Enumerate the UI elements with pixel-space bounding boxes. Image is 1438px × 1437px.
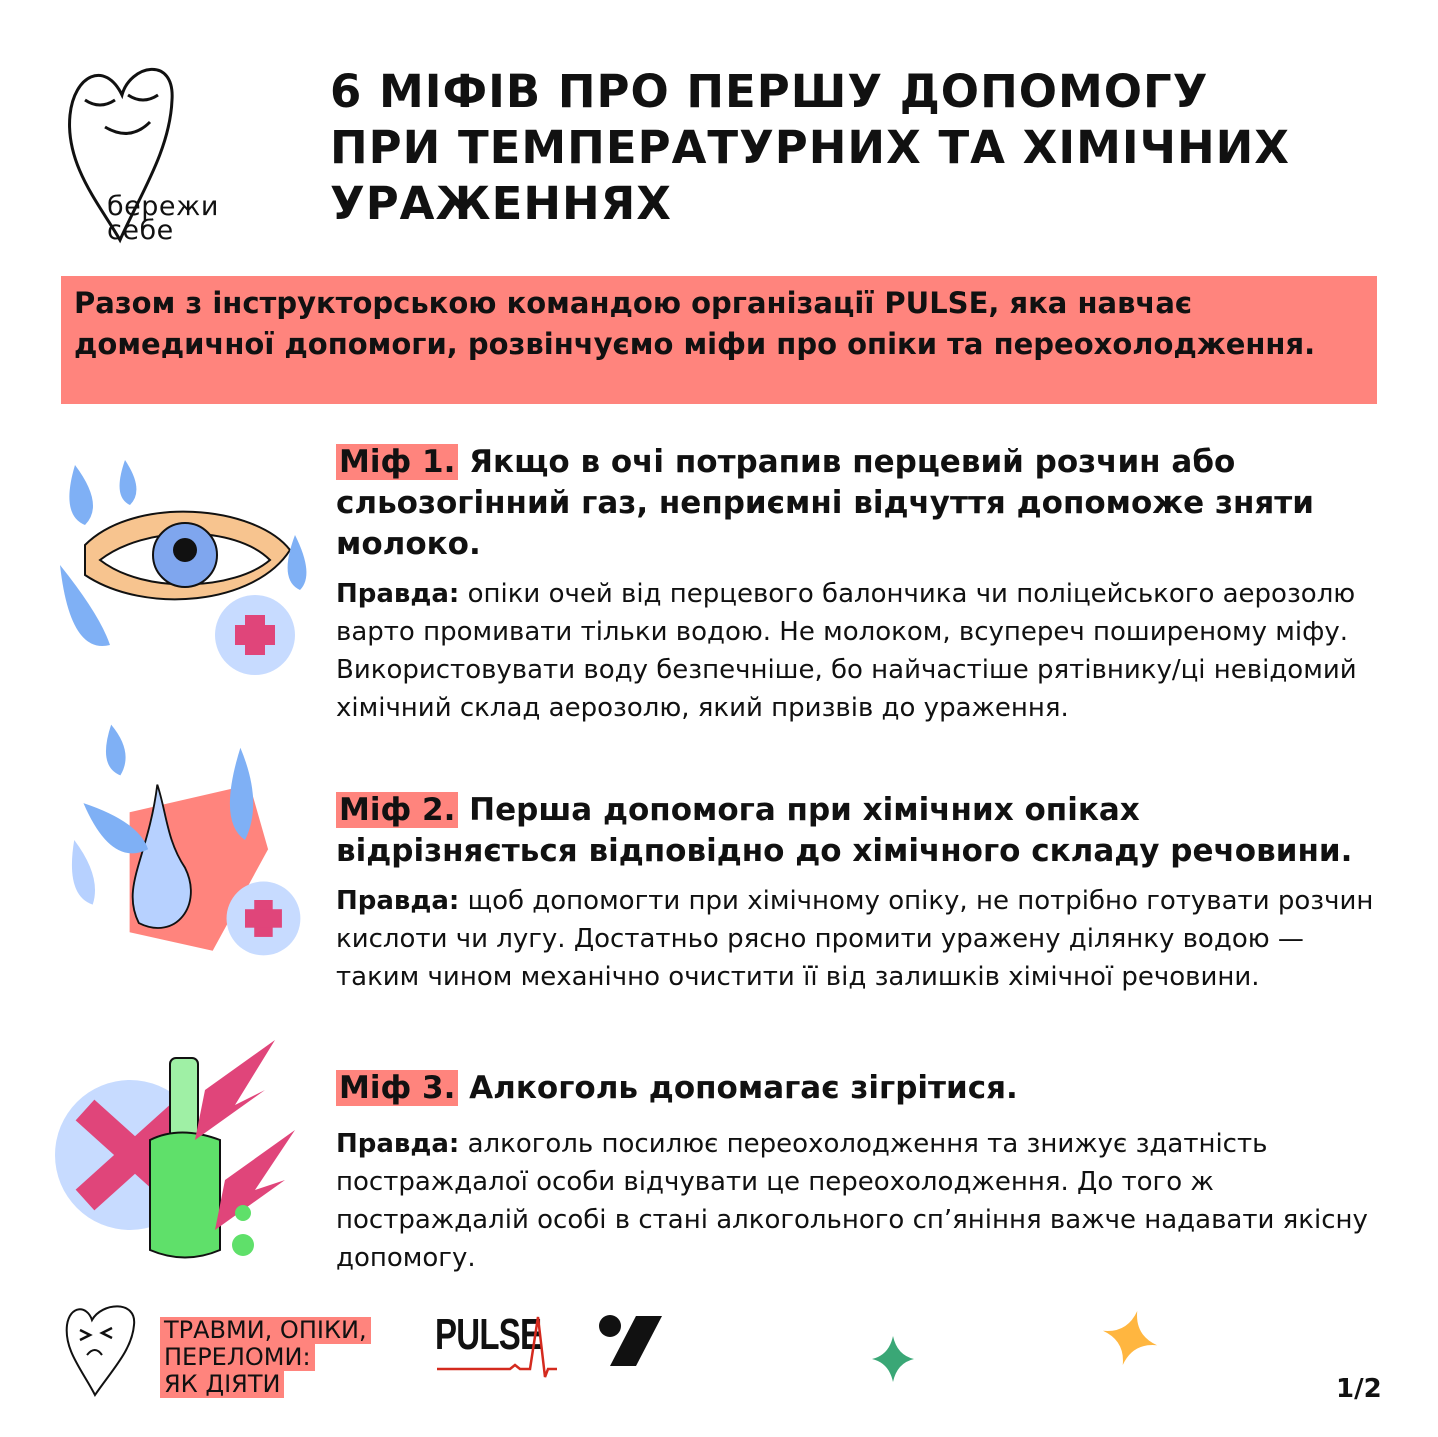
truth-text: алкоголь посилює переохолодження та знижує здатність постраждалої особи відчувати це переохолодження. До того ж постраждалій особі в стані алкогольного сп’яніння важче надавати якісну допомогу. xyxy=(336,1129,1368,1273)
partner-logo-icon xyxy=(596,1314,664,1368)
series-tag xyxy=(160,1317,371,1398)
myth-text: Перша допомога при хімічних опіках відрізняється відповідно до хімічного складу речовини. xyxy=(336,792,1353,869)
truth-label: Правда: xyxy=(336,1129,460,1159)
logo-text-line: себе xyxy=(107,215,174,246)
truth-label: Правда: xyxy=(336,886,460,916)
series-tag-line: ЯК ДІЯТИ xyxy=(160,1371,284,1398)
myth-text: Якщо в очі потрапив перцевий розчин або сльозогінний газ, неприємні відчуття допоможе зняти молоко. xyxy=(336,444,1314,562)
truth-text: опіки очей від перцевого балончика чи поліцейського аерозолю варто промивати тільки водою. Не молоком, всупереч поширеному міфу. Використовувати воду безпечніше, бо найчастіше рятівнику/ці невідомий хімічний склад аерозолю, який призвів до ураження. xyxy=(336,579,1357,723)
intro-banner: Разом з інструкторською командою організації PULSE, яка навчає домедичної допомоги, розвінчуємо міфи про опіки та переохолодження. xyxy=(61,276,1377,404)
myth-label: Міф 1. xyxy=(336,444,458,480)
logo-text xyxy=(107,191,219,246)
myth-truth xyxy=(336,1125,1386,1277)
page-title: 6 МІФІВ ПРО ПЕРШУ ДОПОМОГУ ПРИ ТЕМПЕРАТУРНИХ ТА ХІМІЧНИХ УРАЖЕННЯХ xyxy=(330,65,1290,230)
myth-statement xyxy=(336,790,1386,872)
myth-label: Міф 3. xyxy=(336,1070,458,1106)
pulse-logo-text: PULSE xyxy=(435,1310,542,1359)
page-indicator: 1/2 xyxy=(1336,1374,1382,1404)
yellow-sparkle-icon xyxy=(1102,1310,1158,1366)
logo-text-line: бережи xyxy=(107,191,219,222)
myth-2 xyxy=(336,790,1386,996)
truth-label: Правда: xyxy=(336,579,460,609)
eye-illustration-icon xyxy=(55,455,315,695)
green-sparkle-icon xyxy=(872,1336,914,1382)
myth-1 xyxy=(336,442,1386,727)
myth-text: Алкоголь допомагає зігрітися. xyxy=(469,1070,1018,1106)
heartbeat-line-icon xyxy=(435,1312,560,1380)
myth-truth xyxy=(336,882,1386,996)
series-tag-line: ПЕРЕЛОМИ: xyxy=(160,1344,315,1371)
truth-text: щоб допомогти при хімічному опіку, не потрібно готувати розчин кислоти чи лугу. Достатньо рясно промити уражену ділянку водою — таким чином механічно очистити її від залишків хімічної речовини. xyxy=(336,886,1374,992)
alcohol-bottle-illustration-icon xyxy=(55,1030,315,1270)
myth-3 xyxy=(336,1068,1386,1277)
myth-truth xyxy=(336,575,1386,727)
myth-statement xyxy=(336,1068,1386,1109)
chemical-burn-hand-illustration-icon xyxy=(55,720,315,960)
pulse-logo xyxy=(435,1312,560,1380)
series-tag-line: ТРАВМИ, ОПІКИ, xyxy=(160,1317,371,1344)
heart-wince-logo-icon xyxy=(62,1300,142,1400)
myth-statement xyxy=(336,442,1386,565)
myth-label: Міф 2. xyxy=(336,792,458,828)
